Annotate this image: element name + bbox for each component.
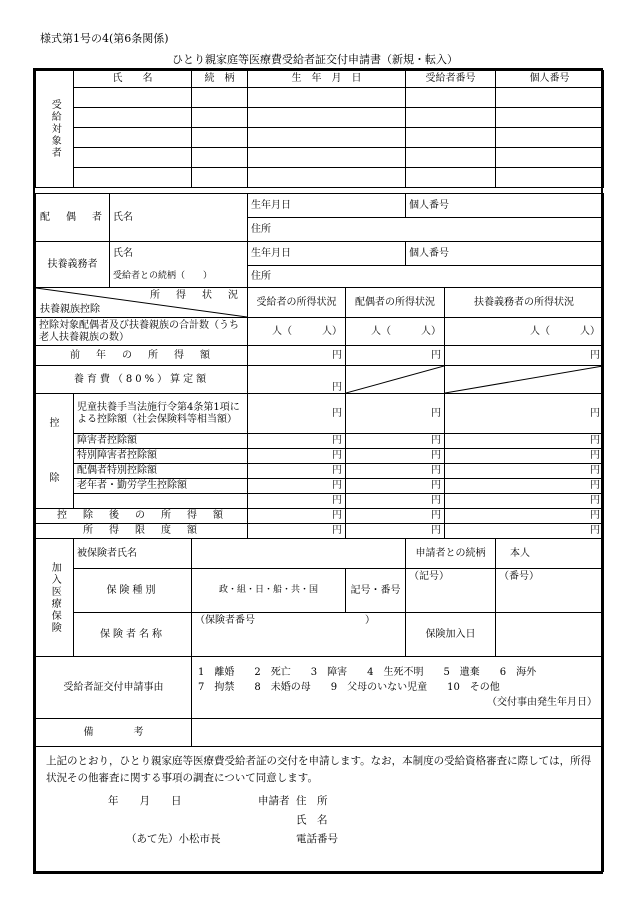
remarks-field[interactable] bbox=[192, 719, 604, 747]
insurance-type-label: 保険種別 bbox=[74, 569, 192, 613]
supporter-deduction[interactable]: 円 bbox=[445, 394, 604, 434]
reason-line-1: 1 離婚 2 死亡 3 障害 4 生死不明 5 遺棄 6 海外 bbox=[198, 667, 537, 678]
spouse-deduction[interactable]: 円 bbox=[346, 464, 445, 479]
reason-line-2: 7 拘禁 8 未婚の母 9 父母のいない児童 10 その他 bbox=[198, 682, 500, 693]
recipients-label: 受給対象者 bbox=[36, 71, 74, 188]
applicant-name[interactable]: 氏 名 bbox=[296, 813, 328, 826]
spouse-deduction[interactable]: 円 bbox=[346, 394, 445, 434]
reason-date: （交付事由発生年月日） bbox=[487, 697, 597, 708]
supporter-deduction[interactable]: 円 bbox=[445, 464, 604, 479]
declaration-block bbox=[36, 747, 604, 872]
supporter-after-deduction[interactable]: 円 bbox=[445, 509, 604, 524]
spouse-dependents[interactable]: 人（ 人） bbox=[346, 318, 445, 346]
spouse-deduction[interactable]: 円 bbox=[346, 449, 445, 464]
recipient-deduction[interactable]: 円 bbox=[248, 479, 346, 494]
spouse-deduction[interactable]: 円 bbox=[346, 434, 445, 449]
support-cost-label: 養育費（80%）算定額 bbox=[36, 366, 248, 394]
recipient-prev-income[interactable]: 円 bbox=[248, 346, 346, 366]
recipient-row bbox=[36, 108, 604, 128]
insurance-code[interactable]: （記号） bbox=[406, 569, 496, 613]
col-recipient-income: 受給者の所得状況 bbox=[248, 288, 346, 318]
supporter-deduction[interactable]: 円 bbox=[445, 449, 604, 464]
recipient-deduction[interactable]: 円 bbox=[248, 464, 346, 479]
insurance-number[interactable]: （番号） bbox=[496, 569, 604, 613]
deduction-label-top: 控 bbox=[49, 417, 60, 429]
supporter-deduction[interactable]: 円 bbox=[445, 434, 604, 449]
supporter-birth[interactable]: 生年月日 bbox=[248, 242, 406, 266]
recipient-row bbox=[36, 148, 604, 168]
reason-label: 受給者証交付申請事由 bbox=[36, 657, 192, 719]
deduction-item: 配偶者特別控除額 bbox=[74, 464, 248, 479]
insurer-number[interactable]: （保険者番号 ） bbox=[192, 613, 406, 657]
col-relation: 続 柄 bbox=[192, 71, 248, 88]
supporter-address[interactable]: 住所 bbox=[248, 266, 604, 288]
supporter-name-cell[interactable] bbox=[110, 242, 248, 288]
applicant-address[interactable]: 住 所 bbox=[296, 794, 328, 807]
prev-income-label: 前 年 の 所 得 額 bbox=[36, 346, 248, 366]
deduction-item[interactable] bbox=[74, 494, 248, 509]
spouse-deduction[interactable]: 円 bbox=[346, 494, 445, 509]
supporter-relation: 受給者との続柄（ ） bbox=[113, 271, 213, 282]
col-spouse-income: 配偶者の所得状況 bbox=[346, 288, 445, 318]
dependents-label: 控除対象配偶者及び扶養親族の合計数（うち老人扶養親族の数） bbox=[36, 318, 248, 346]
col-recipient-number: 受給者番号 bbox=[406, 71, 496, 88]
deduction-item: 特別障害者控除額 bbox=[74, 449, 248, 464]
reason-options[interactable] bbox=[192, 657, 604, 719]
supporter-income-limit[interactable]: 円 bbox=[445, 524, 604, 539]
insurance-type-options[interactable]: 政・組・日・船・共・国 bbox=[192, 569, 346, 613]
spouse-after-deduction[interactable]: 円 bbox=[346, 509, 445, 524]
insured-name-label: 被保険者氏名 bbox=[74, 539, 192, 569]
spouse-support-cost-void bbox=[346, 366, 445, 394]
income-header-top: 所 得 状 況 bbox=[150, 290, 241, 301]
recipient-row bbox=[36, 128, 604, 148]
supporter-support-cost-void bbox=[445, 366, 604, 394]
col-personal-number: 個人番号 bbox=[496, 71, 604, 88]
deduction-item: 老年者・勤労学生控除額 bbox=[74, 479, 248, 494]
recipient-deduction[interactable]: 円 bbox=[248, 494, 346, 509]
spouse-birth[interactable]: 生年月日 bbox=[248, 194, 406, 218]
applicant-phone[interactable]: 電話番号 bbox=[296, 832, 338, 845]
deduction-item: 障害者控除額 bbox=[74, 434, 248, 449]
income-limit-label: 所 得 限 度 額 bbox=[36, 524, 248, 539]
col-supporter-income: 扶養義務者の所得状況 bbox=[445, 288, 604, 318]
deduction-item: 児童扶養手当法施行令第4条第1項による控除額（社会保険料等相当額） bbox=[74, 394, 248, 434]
applicant-label: 申請者 bbox=[258, 794, 290, 807]
form-table bbox=[35, 70, 604, 872]
insured-name-field[interactable] bbox=[192, 539, 406, 569]
supporter-name: 氏名 bbox=[113, 247, 133, 259]
supporter-prev-income[interactable]: 円 bbox=[445, 346, 604, 366]
insurer-name-label: 保険者名称 bbox=[74, 613, 192, 657]
recipient-support-cost[interactable]: 円 bbox=[248, 366, 346, 394]
declaration-text: 上記のとおり，ひとり親家庭等医療費受給者証の交付を申請します。なお，本制度の受給資格審査に際しては，所得状況その他審査に関する事項の調査について同意します。 bbox=[46, 755, 592, 784]
spouse-deduction[interactable]: 円 bbox=[346, 479, 445, 494]
col-name: 氏 名 bbox=[74, 71, 192, 88]
application-date[interactable]: 年 月 日 bbox=[108, 794, 182, 807]
after-deduction-label: 控 除 後 の 所 得 額 bbox=[36, 509, 248, 524]
income-header-bottom: 扶養親族控除 bbox=[40, 303, 100, 315]
form-number: 様式第1号の4(第6条関係) bbox=[40, 32, 169, 45]
signature-area bbox=[36, 793, 603, 871]
recipient-row bbox=[36, 168, 604, 188]
recipient-row bbox=[36, 88, 604, 108]
applicant-relation-label: 申請者との続柄 bbox=[406, 539, 496, 569]
spouse-address[interactable]: 住所 bbox=[248, 218, 604, 242]
recipient-deduction[interactable]: 円 bbox=[248, 394, 346, 434]
supporter-personal-number[interactable]: 個人番号 bbox=[406, 242, 604, 266]
recipient-deduction[interactable]: 円 bbox=[248, 449, 346, 464]
diagonal-line bbox=[445, 366, 603, 393]
deduction-label bbox=[36, 394, 74, 509]
spouse-income-limit[interactable]: 円 bbox=[346, 524, 445, 539]
insurance-label: 加入医療保険 bbox=[36, 539, 74, 657]
spouse-personal-number[interactable]: 個人番号 bbox=[406, 194, 604, 218]
spouse-label: 配 偶 者 bbox=[36, 194, 110, 242]
diagonal-line bbox=[346, 366, 444, 393]
remarks-label: 備 考 bbox=[36, 719, 192, 747]
form-title: ひとり親家庭等医療費受給者証交付申請書（新規・転入） bbox=[172, 53, 458, 66]
join-date-field[interactable] bbox=[496, 613, 604, 657]
spouse-prev-income[interactable]: 円 bbox=[346, 346, 445, 366]
supporter-deduction[interactable]: 円 bbox=[445, 494, 604, 509]
recipient-dependents[interactable]: 人（ 人） bbox=[248, 318, 346, 346]
supporter-dependents[interactable]: 人（ 人） bbox=[445, 318, 604, 346]
recipient-income-limit[interactable]: 円 bbox=[248, 524, 346, 539]
supporter-deduction[interactable]: 円 bbox=[445, 479, 604, 494]
addressee: （あて先）小松市長 bbox=[126, 832, 221, 845]
application-form bbox=[33, 68, 603, 874]
applicant-relation-value[interactable]: 本人 bbox=[496, 539, 604, 569]
join-date-label: 保険加入日 bbox=[406, 613, 496, 657]
supporter-label: 扶養義務者 bbox=[36, 242, 110, 288]
col-birth: 生 年 月 日 bbox=[248, 71, 406, 88]
code-number-label: 記号・番号 bbox=[346, 569, 406, 613]
spouse-name[interactable]: 氏名 bbox=[110, 194, 248, 242]
recipient-after-deduction[interactable]: 円 bbox=[248, 509, 346, 524]
recipient-deduction[interactable]: 円 bbox=[248, 434, 346, 449]
income-header bbox=[36, 288, 248, 318]
deduction-label-bottom: 除 bbox=[49, 473, 60, 484]
